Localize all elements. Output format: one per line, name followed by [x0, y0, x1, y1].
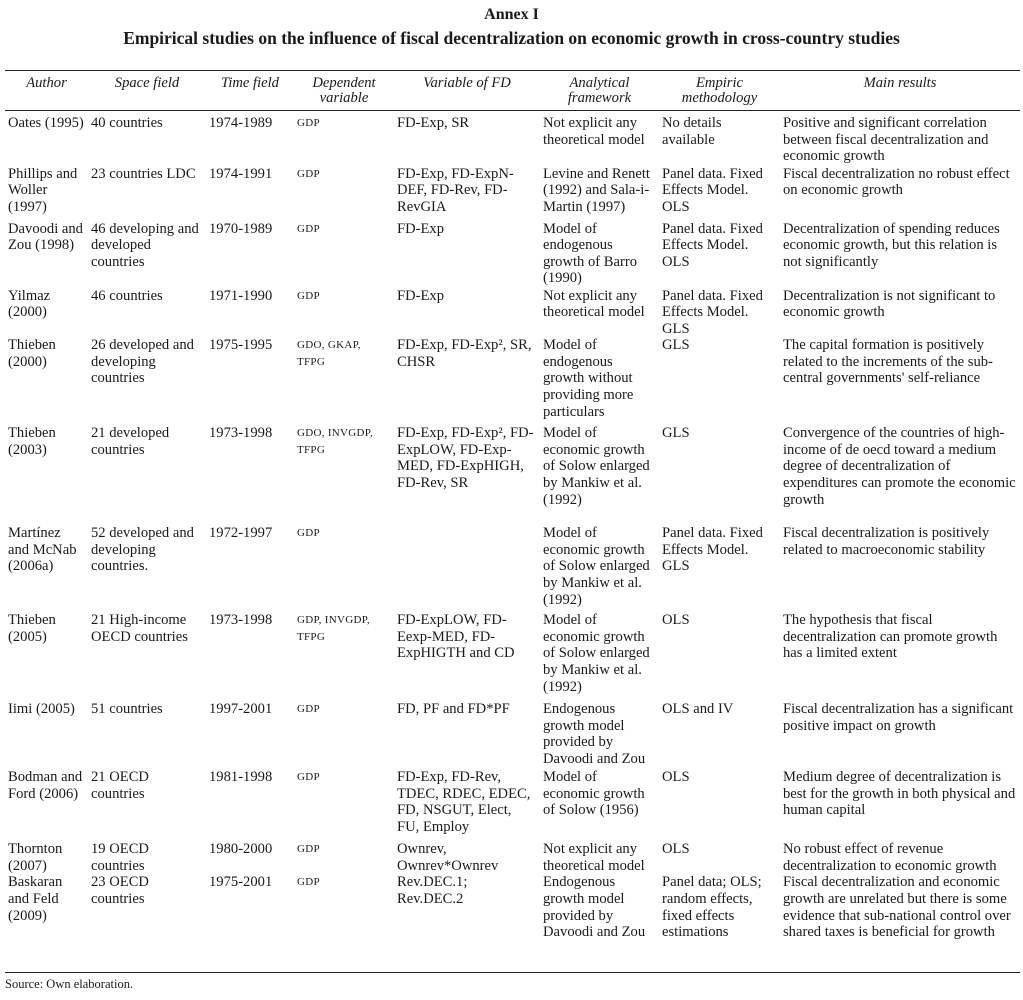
- analytical-framework-cell: Not explicit any theoretical model: [543, 115, 645, 148]
- variable-of-fd-cell: FD-Exp: [397, 287, 445, 304]
- table-row: [5, 337, 1020, 425]
- author-cell: Thieben (2005): [8, 612, 56, 645]
- table-row: [5, 841, 1020, 874]
- author-cell: Martínez and McNab (2006a): [8, 525, 77, 575]
- header-main-results: Main results: [780, 74, 1020, 111]
- author-cell: Phillips and Woller (1997): [8, 165, 78, 215]
- table-row: [5, 166, 1020, 221]
- author-cell: Iimi (2005): [8, 701, 75, 718]
- dependent-variable-cell: GDP: [297, 167, 320, 180]
- main-results-cell: The hypothesis that fiscal decentralization can promote growth has a limited extent: [783, 612, 998, 662]
- analytical-framework-cell: Levine and Renett (1992) and Sala-i-Martin (1997): [543, 165, 650, 215]
- space-field-cell: 21 developed countries: [91, 425, 170, 458]
- table-row: [5, 525, 1020, 612]
- analytical-framework-cell: Endogenous growth model provided by Davoodi and Zou: [543, 874, 646, 941]
- header-space-field: Space field: [88, 74, 206, 111]
- space-field-cell: 51 countries: [91, 701, 163, 718]
- studies-table: [5, 74, 1020, 962]
- time-field-cell: 1970-1989: [209, 220, 273, 237]
- author-cell: Thieben (2000): [8, 337, 56, 370]
- dependent-variable-cell: GDP: [297, 117, 320, 129]
- table-row: [5, 612, 1020, 701]
- time-field-cell: 1975-2001: [209, 874, 273, 891]
- time-field-cell: 1971-1990: [209, 287, 273, 304]
- table-row: [5, 221, 1020, 288]
- author-cell: Davoodi and Zou (1998): [8, 220, 83, 254]
- space-field-cell: 23 countries LDC: [91, 165, 196, 182]
- variable-of-fd-cell: FD-Exp, FD-Exp², FD-ExpLOW, FD-Exp-MED, FD-ExpHIGH, FD-Rev, SR: [397, 425, 534, 492]
- analytical-framework-cell: Not explicit any theoretical model: [543, 841, 645, 874]
- dependent-variable-cell: GDP: [297, 771, 320, 784]
- table-row: [5, 769, 1020, 841]
- time-field-cell: 1972-1997: [209, 525, 273, 542]
- space-field-cell: 21 High-income OECD countries: [91, 612, 188, 645]
- analytical-framework-cell: Model of endogenous growth of Barro (1990): [543, 220, 638, 287]
- space-field-cell: 23 OECD countries: [91, 874, 149, 908]
- dependent-variable-cell: GDP: [297, 876, 320, 889]
- empiric-methodology-cell: No details available: [662, 115, 722, 148]
- empiric-methodology-cell: Panel data; OLS; random effects, fixed effects estimations: [662, 874, 762, 941]
- empiric-methodology-cell: GLS: [662, 425, 690, 442]
- table-row: [5, 288, 1020, 338]
- variable-of-fd-cell: FD-Exp, FD-Exp², SR, CHSR: [397, 337, 532, 370]
- empiric-methodology-cell: Panel data. Fixed Effects Model. OLS: [662, 165, 763, 215]
- empiric-methodology-cell: OLS and IV: [662, 701, 734, 718]
- author-cell: Oates (1995): [8, 115, 84, 131]
- variable-of-fd-cell: FD-Exp, FD-Rev, TDEC, RDEC, EDEC, FD, NSGUT, Elect, FU, Employ: [397, 769, 531, 836]
- header-author: Author: [5, 74, 88, 111]
- author-cell: Yilmaz (2000): [8, 287, 51, 321]
- analytical-framework-cell: Model of economic growth of Solow enlarged by Mankiw et al. (1992): [543, 425, 650, 508]
- analytical-framework-cell: Model of economic growth of Solow (1956): [543, 769, 645, 819]
- variable-of-fd-cell: Rev.DEC.1; Rev.DEC.2: [397, 874, 468, 908]
- table-row: [5, 111, 1020, 166]
- time-field-cell: 1975-1995: [209, 337, 273, 354]
- main-results-cell: Fiscal decentralization is positively related to macroeconomic stability: [783, 525, 990, 558]
- time-field-cell: 1973-1998: [209, 612, 273, 629]
- time-field-cell: 1997-2001: [209, 701, 273, 718]
- header-variable-of-fd: Variable of FD: [394, 74, 540, 111]
- empiric-methodology-cell: OLS: [662, 612, 690, 629]
- empiric-methodology-cell: OLS: [662, 841, 690, 858]
- author-cell: Baskaran and Feld (2009): [8, 874, 63, 924]
- empiric-methodology-cell: Panel data. Fixed Effects Model. OLS: [662, 220, 763, 270]
- space-field-cell: 46 developing and developed countries: [91, 220, 199, 270]
- author-cell: Thornton (2007): [8, 841, 63, 874]
- time-field-cell: 1974-1991: [209, 165, 273, 182]
- time-field-cell: 1981-1998: [209, 769, 273, 786]
- table-row: [5, 874, 1020, 962]
- header-empiric-methodology: Empiric methodology: [659, 74, 780, 111]
- dependent-variable-cell: GDP: [297, 703, 320, 716]
- author-cell: Thieben (2003): [8, 425, 56, 458]
- variable-of-fd-cell: FD, PF and FD*PF: [397, 701, 510, 718]
- analytical-framework-cell: Model of economic growth of Solow enlarged by Mankiw et al. (1992): [543, 612, 650, 695]
- analytical-framework-cell: Model of economic growth of Solow enlarged by Mankiw et al. (1992): [543, 525, 650, 608]
- time-field-cell: 1973-1998: [209, 425, 273, 442]
- space-field-cell: 26 developed and developing countries: [91, 337, 194, 387]
- table-row: [5, 425, 1020, 525]
- analytical-framework-cell: Model of endogenous growth without providing more particulars: [543, 337, 634, 420]
- space-field-cell: 52 developed and developing countries.: [91, 525, 194, 575]
- main-results-cell: No robust effect of revenue decentralization to economic growth: [783, 841, 997, 874]
- table-row: [5, 701, 1020, 769]
- main-results-cell: Decentralization of spending reduces economic growth, but this relation is not significantly: [783, 220, 1000, 270]
- analytical-framework-cell: Endogenous growth model provided by Davoodi and Zou: [543, 701, 646, 768]
- main-results-cell: The capital formation is positively related to the increments of the sub-central governments' self-reliance: [783, 337, 993, 387]
- dependent-variable-cell: GDP: [297, 222, 320, 235]
- empiric-methodology-cell: Panel data. Fixed Effects Model. GLS: [662, 525, 763, 575]
- variable-of-fd-cell: FD-Exp: [397, 220, 445, 237]
- header-analytical-framework: Analytical framework: [540, 74, 659, 111]
- header-time-field: Time field: [206, 74, 294, 111]
- time-field-cell: 1974-1989: [209, 115, 273, 131]
- variable-of-fd-cell: FD-ExpLOW, FD-Eexp-MED, FD-ExpHIGTH and CD: [397, 612, 515, 662]
- header-row: [5, 74, 1020, 111]
- variable-of-fd-cell: Ownrev, Ownrev*Ownrev: [397, 841, 499, 874]
- time-field-cell: 1980-2000: [209, 841, 273, 858]
- dependent-variable-cell: GDP: [297, 843, 320, 856]
- variable-of-fd-cell: FD-Exp, FD-ExpN-DEF, FD-Rev, FD-RevGIA: [397, 165, 514, 215]
- space-field-cell: 40 countries: [91, 115, 163, 131]
- main-results-cell: Positive and significant correlation between fiscal decentralization and economic growth: [783, 115, 989, 165]
- main-results-cell: Fiscal decentralization no robust effect on economic growth: [783, 165, 1010, 199]
- empiric-methodology-cell: Panel data. Fixed Effects Model. GLS: [662, 287, 763, 337]
- table-body: [5, 111, 1020, 963]
- source-note: Source: Own elaboration.: [5, 977, 134, 991]
- main-results-cell: Fiscal decentralization has a significant positive impact on growth: [783, 701, 1014, 734]
- annex-label: Annex I: [484, 6, 539, 23]
- author-cell: Bodman and Ford (2006): [8, 769, 83, 802]
- empiric-methodology-cell: GLS: [662, 337, 690, 354]
- main-results-cell: Fiscal decentralization and economic growth are unrelated but there is some evidence that sub-national control over shared taxes is beneficial for growth: [783, 874, 1011, 941]
- bottom-rule: [5, 972, 1020, 973]
- top-rule: [5, 70, 1020, 71]
- main-results-cell: Convergence of the countries of high-income of de oecd toward a medium degree of decentralization of expenditures can promote the economic growth: [783, 425, 1016, 508]
- dependent-variable-cell: GDP: [297, 527, 320, 540]
- main-results-cell: Medium degree of decentralization is best for the growth in both physical and human capital: [783, 769, 1016, 819]
- header-dependent-variable: Dependent variable: [294, 74, 394, 111]
- dependent-variable-cell: GDP, INVGDP, TFPG: [297, 614, 370, 643]
- empiric-methodology-cell: OLS: [662, 769, 690, 786]
- dependent-variable-cell: GDP: [297, 289, 320, 302]
- analytical-framework-cell: Not explicit any theoretical model: [543, 287, 645, 321]
- dependent-variable-cell: GDO, INVGDP, TFPG: [297, 427, 374, 456]
- table-title: Empirical studies on the influence of fiscal decentralization on economic growth in cross-country studies: [123, 28, 900, 48]
- space-field-cell: 46 countries: [91, 287, 163, 304]
- space-field-cell: 21 OECD countries: [91, 769, 149, 802]
- space-field-cell: 19 OECD countries: [91, 841, 149, 874]
- dependent-variable-cell: GDO, GKAP, TFPG: [297, 339, 361, 368]
- variable-of-fd-cell: [394, 525, 540, 612]
- variable-of-fd-cell: FD-Exp, SR: [397, 115, 470, 131]
- main-results-cell: Decentralization is not significant to economic growth: [783, 287, 996, 321]
